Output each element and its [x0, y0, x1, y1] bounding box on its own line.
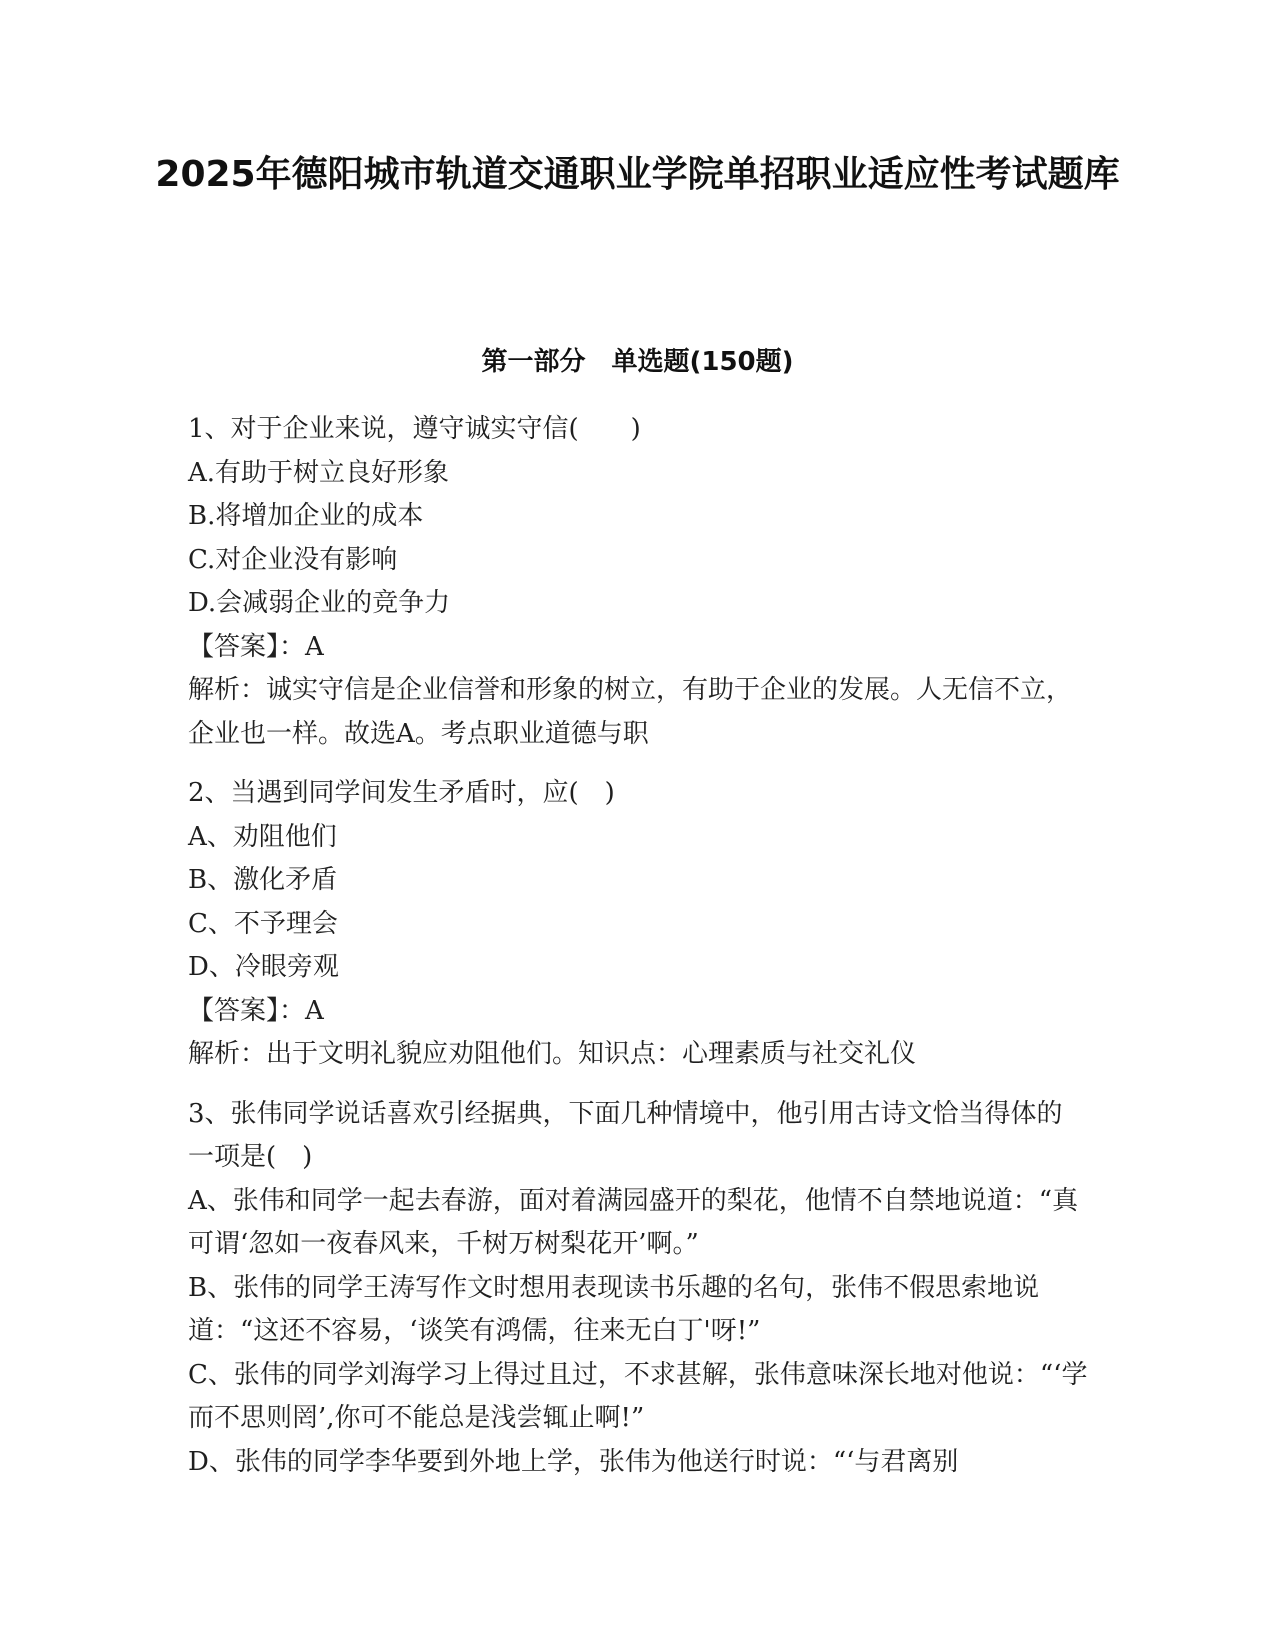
section-heading: 第一部分 单选题(150题): [481, 347, 794, 377]
option-b: B、激化矛盾: [188, 865, 338, 895]
answer-line: 【答案】：A: [188, 995, 324, 1026]
question-item: [188, 1093, 1088, 1485]
option-c: C、张伟的同学刘海学习上得过且过，不求甚解，张伟意味深长地对他说：“‘学而不思则罔’,你可不能总是浅尝辄止啊!”: [188, 1359, 1088, 1433]
option-c: C.对企业没有影响: [188, 544, 398, 575]
option-d: D.会减弱企业的竞争力: [188, 588, 451, 618]
question-list: [188, 408, 1088, 1500]
option-b: B、张伟的同学王涛写作文时想用表现读书乐趣的名句，张伟不假思索地说道：“这还不容易，‘谈笑有鸿儒，往来无白丁'呀!”: [188, 1272, 1040, 1346]
option-b: B.将增加企业的成本: [188, 501, 424, 531]
question-stem: 2、当遇到同学间发生矛盾时，应( ): [188, 778, 615, 808]
option-c: C、不予理会: [188, 908, 338, 939]
question-item: [188, 772, 1088, 1077]
document-title: 2025年德阳城市轨道交通职业学院单招职业适应性考试题库: [155, 154, 1120, 195]
option-a: A、张伟和同学一起去春游，面对着满园盛开的梨花，他情不自禁地说道：“真可谓‘忽如一夜春风来，千树万树梨花开’啊。”: [188, 1185, 1079, 1259]
option-d: D、冷眼旁观: [188, 952, 339, 982]
analysis-text: 解析：出于文明礼貌应劝阻他们。知识点：心理素质与社交礼仪: [188, 1039, 917, 1069]
answer-line: 【答案】：A: [188, 631, 324, 662]
analysis-text: 解析：诚实守信是企业信誉和形象的树立，有助于企业的发展。人无信不立，企业也一样。故选A。考点职业道德与职: [188, 675, 1073, 749]
option-d: D、张伟的同学李华要到外地上学，张伟为他送行时说：“‘与君离别: [188, 1446, 959, 1477]
option-a: A、劝阻他们: [188, 821, 337, 852]
question-item: [188, 408, 1088, 756]
question-stem: 3、张伟同学说话喜欢引经据典，下面几种情境中，他引用古诗文恰当得体的一项是( ): [188, 1098, 1063, 1172]
question-stem: 1、对于企业来说，遵守诚实守信( ): [188, 414, 641, 444]
option-a: A.有助于树立良好形象: [188, 457, 450, 488]
